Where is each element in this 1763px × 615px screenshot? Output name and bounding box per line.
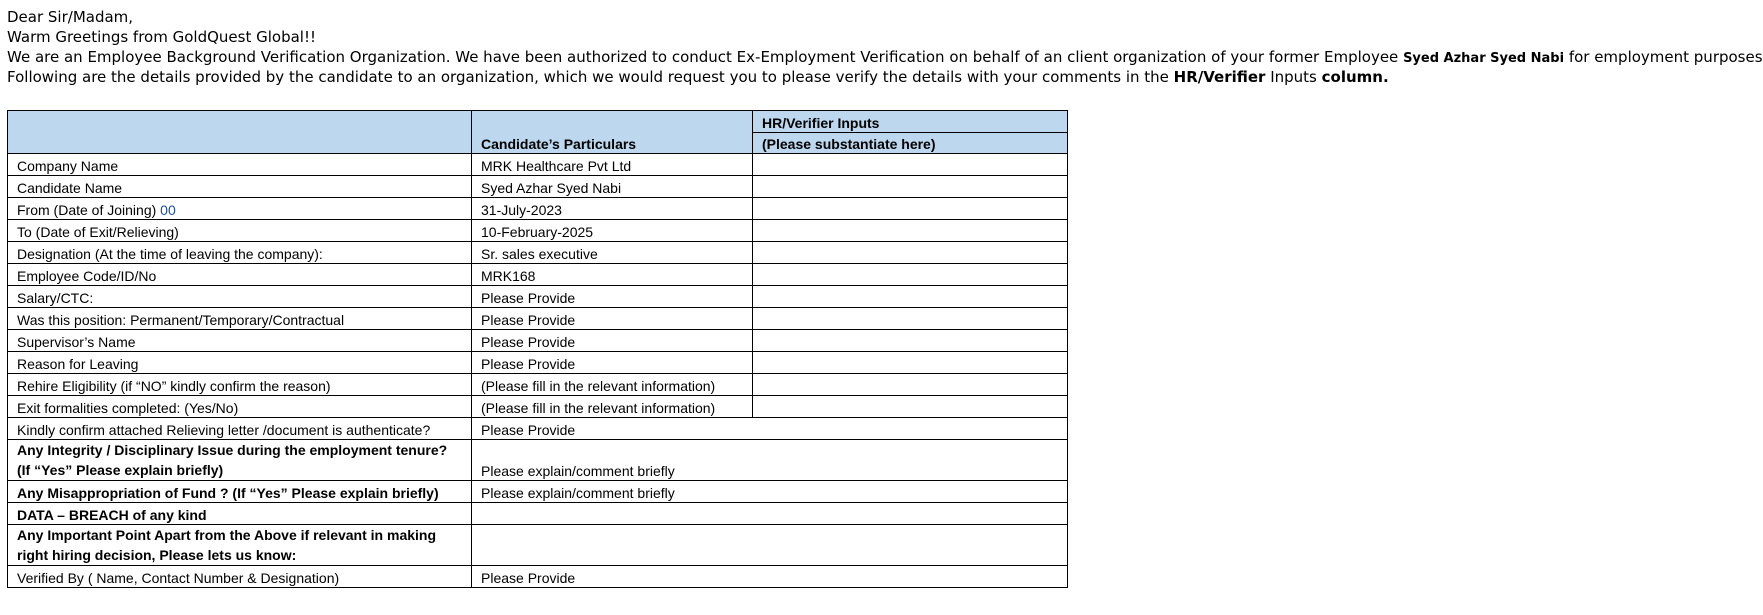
table-row xyxy=(8,396,1068,418)
row-label-text: From (Date of Joining) xyxy=(17,202,157,218)
table-row xyxy=(8,503,1068,525)
table-row xyxy=(8,440,1068,481)
row-value: 31-July-2023 xyxy=(472,198,753,220)
header-candidate-particulars: Candidate’s Particulars xyxy=(472,111,753,154)
row-hr-input[interactable] xyxy=(753,352,1068,374)
table-row xyxy=(8,242,1068,264)
table-row xyxy=(8,418,1068,440)
row-hr-input[interactable] xyxy=(753,220,1068,242)
row-label-suffix: 00 xyxy=(160,202,176,218)
instruction-column: column. xyxy=(1321,68,1389,86)
row-label: To (Date of Exit/Relieving) xyxy=(8,220,472,242)
row-value: Please Provide xyxy=(472,308,753,330)
row-label: Any Integrity / Disciplinary Issue during the employment tenure? (If “Yes” Please explain briefly) xyxy=(8,440,472,481)
table-row xyxy=(8,481,1068,503)
row-hr-input[interactable] xyxy=(753,242,1068,264)
row-hr-input[interactable] xyxy=(753,374,1068,396)
table-row xyxy=(8,374,1068,396)
row-label: Any Important Point Apart from the Above if relevant in making right hiring decision, Please lets us know: xyxy=(8,525,472,566)
row-hr-input[interactable] xyxy=(753,286,1068,308)
header-hr-verifier-inputs: HR/Verifier Inputs xyxy=(753,111,1068,133)
row-value: Syed Azhar Syed Nabi xyxy=(472,176,753,198)
row-value: MRK Healthcare Pvt Ltd xyxy=(472,154,753,176)
table-row xyxy=(8,566,1068,588)
row-value: 10-February-2025 xyxy=(472,220,753,242)
row-hr-input[interactable] xyxy=(753,330,1068,352)
authorization-line xyxy=(7,47,1763,67)
header-field-column xyxy=(8,111,472,154)
row-label: Exit formalities completed: (Yes/No) xyxy=(8,396,472,418)
row-label: Supervisor’s Name xyxy=(8,330,472,352)
warm-greeting-line: Warm Greetings from GoldQuest Global!! xyxy=(7,28,316,46)
row-value: Please explain/comment briefly xyxy=(472,440,1068,481)
greeting-line: Dear Sir/Madam, xyxy=(7,8,134,26)
table-row xyxy=(8,220,1068,242)
table-row xyxy=(8,176,1068,198)
row-value: Please Provide xyxy=(472,286,753,308)
row-value[interactable] xyxy=(472,503,1068,525)
row-label: Designation (At the time of leaving the company): xyxy=(8,242,472,264)
row-label: Company Name xyxy=(8,154,472,176)
row-value: Please Provide xyxy=(472,418,1068,440)
letter-intro xyxy=(7,7,1763,87)
row-value: Please Provide xyxy=(472,330,753,352)
instruction-hr-verifier: HR/Verifier xyxy=(1173,68,1266,86)
table-row xyxy=(8,330,1068,352)
row-value: Please Provide xyxy=(472,352,753,374)
row-label: Rehire Eligibility (if “NO” kindly confirm the reason) xyxy=(8,374,472,396)
table-header-row xyxy=(8,111,1068,133)
header-substantiate: (Please substantiate here) xyxy=(753,132,1068,154)
row-label: Salary/CTC: xyxy=(8,286,472,308)
row-hr-input[interactable] xyxy=(753,396,1068,418)
table-row xyxy=(8,264,1068,286)
instruction-inputs: Inputs xyxy=(1265,68,1322,86)
row-value: Please explain/comment briefly xyxy=(472,481,1068,503)
candidate-name-inline: Syed Azhar Syed Nabi xyxy=(1403,51,1565,66)
table-row xyxy=(8,308,1068,330)
verification-table xyxy=(7,110,1068,588)
row-label xyxy=(8,198,472,220)
row-value: (Please fill in the relevant information) xyxy=(472,374,753,396)
table-row xyxy=(8,286,1068,308)
row-label: Reason for Leaving xyxy=(8,352,472,374)
row-hr-input[interactable] xyxy=(753,198,1068,220)
row-value: Sr. sales executive xyxy=(472,242,753,264)
row-label: Verified By ( Name, Contact Number & Designation) xyxy=(8,566,472,588)
authorization-text-end: for employment purposes xyxy=(1564,48,1763,66)
table-row xyxy=(8,525,1068,566)
row-label: Any Misappropriation of Fund ? (If “Yes” Please explain briefly) xyxy=(8,481,472,503)
row-value: Please Provide xyxy=(472,566,1068,588)
instruction-text: Following are the details provided by the candidate to an organization, which we would request you to please verify the details with your comments in the xyxy=(7,68,1174,86)
row-label: Candidate Name xyxy=(8,176,472,198)
table-row xyxy=(8,154,1068,176)
row-label: Was this position: Permanent/Temporary/Contractual xyxy=(8,308,472,330)
row-hr-input[interactable] xyxy=(753,176,1068,198)
row-label: DATA – BREACH of any kind xyxy=(8,503,472,525)
row-hr-input[interactable] xyxy=(753,308,1068,330)
table-row xyxy=(8,198,1068,220)
table-row xyxy=(8,352,1068,374)
row-hr-input[interactable] xyxy=(753,154,1068,176)
row-hr-input[interactable] xyxy=(753,264,1068,286)
instruction-line xyxy=(7,67,1707,87)
row-value: (Please fill in the relevant information) xyxy=(472,396,753,418)
row-value[interactable] xyxy=(472,525,1068,566)
authorization-text: We are an Employee Background Verification Organization. We have been authorized to conduct Ex-Employment Verification on behalf of an client organization of your former Employee xyxy=(7,48,1404,66)
row-value: MRK168 xyxy=(472,264,753,286)
row-label: Employee Code/ID/No xyxy=(8,264,472,286)
row-label: Kindly confirm attached Relieving letter /document is authenticate? xyxy=(8,418,472,440)
